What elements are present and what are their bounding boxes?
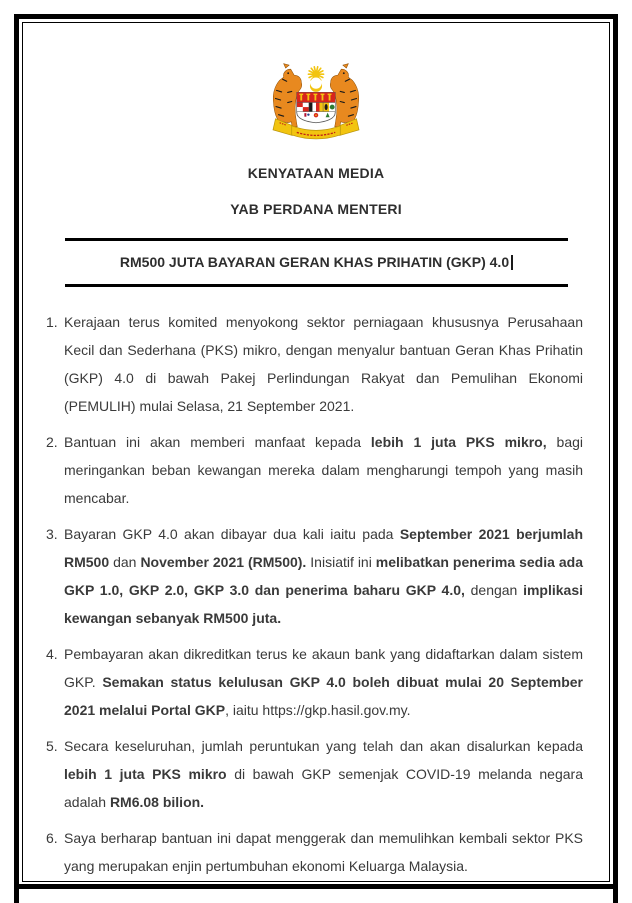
malaysia-coat-of-arms-icon [260, 57, 372, 143]
paragraph-text[interactable]: Saya berharap bantuan ini dapat menggerak dan memulihkan kembali sektor PKS yang merupakan enjin pertumbuhan ekonomi Keluarga Malaysia. [64, 830, 583, 874]
paragraph-number: 6. [46, 830, 58, 846]
paragraph-list [46, 308, 583, 880]
paragraph-text[interactable]: Bayaran GKP 4.0 akan dibayar dua kali iaitu pada September 2021 berjumlah RM500 dan November 2021 (RM500). Inisiatif ini melibatkan penerima sedia ada GKP 1.0, GKP 2.0, GKP 3.0 dan penerima baharu GKP 4.0, dengan implikasi kewangan sebanyak RM500 juta. [64, 526, 583, 626]
text-cursor [511, 255, 513, 270]
paragraph-number: 4. [46, 646, 58, 662]
document-title[interactable]: RM500 JUTA BAYARAN GERAN KHAS PRIHATIN (GKP) 4.0 [119, 254, 510, 270]
paragraph [46, 732, 583, 816]
paragraph [46, 308, 583, 420]
paragraph [46, 428, 583, 512]
paragraph [46, 640, 583, 724]
document-type-heading: KENYATAAN MEDIA [247, 165, 385, 181]
paragraph [46, 520, 583, 632]
paragraph [46, 824, 583, 880]
paragraph-text[interactable]: Kerajaan terus komited menyokong sektor perniagaan khususnya Perusahaan Kecil dan Sederhana (PKS) mikro, dengan menyalur bantuan Geran Khas Prihatin (GKP) 4.0 di bawah Pakej Perlindungan Rakyat dan Pemulihan Ekonomi (PEMULIH) mulai Selasa, 21 September 2021. [64, 314, 583, 414]
paragraph-text[interactable]: Bantuan ini akan memberi manfaat kepada lebih 1 juta PKS mikro, bagi meringankan beban kewangan mereka dalam mengharungi tempoh yang masih mencabar. [64, 434, 584, 506]
emblem-container [0, 57, 632, 148]
paragraph-text[interactable]: Secara keseluruhan, jumlah peruntukan yang telah dan akan disalurkan kepada lebih 1 juta PKS mikro di bawah GKP semenjak COVID-19 melanda negara adalah RM6.08 bilion. [64, 738, 583, 810]
issuer-heading: YAB PERDANA MENTERI [230, 201, 402, 217]
paragraph-number: 1. [46, 314, 58, 330]
title-box [65, 238, 568, 287]
paragraph-number: 3. [46, 526, 58, 542]
paragraph-text[interactable]: Pembayaran akan dikreditkan terus ke akaun bank yang didaftarkan dalam sistem GKP. Semakan status kelulusan GKP 4.0 boleh dibuat mulai 20 September 2021 melalui Portal GKP, iaitu https://gkp.hasil.gov.my. [64, 646, 584, 718]
paragraph-number: 5. [46, 738, 58, 754]
paragraph-number: 2. [46, 434, 58, 450]
